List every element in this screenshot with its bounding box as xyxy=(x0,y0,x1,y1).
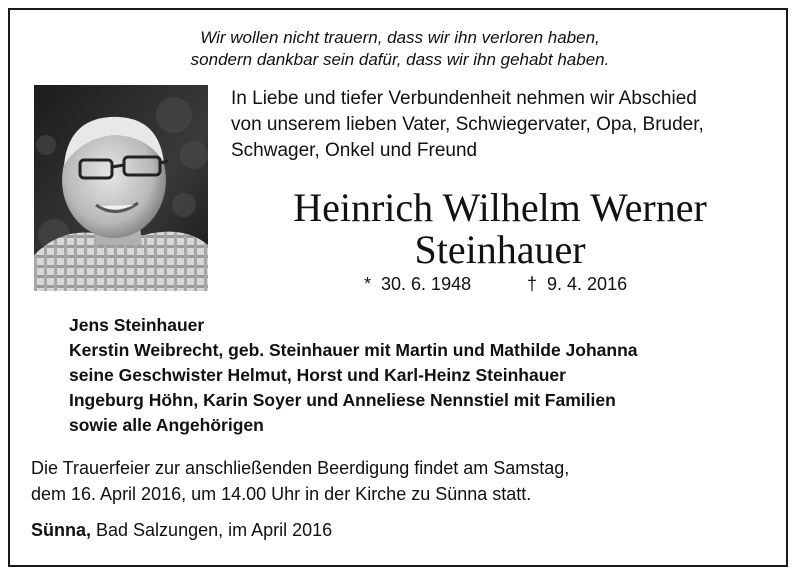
birth-date xyxy=(364,274,471,295)
place-rest: Bad Salzungen, im April 2016 xyxy=(91,520,333,540)
death-date-value: 9. 4. 2016 xyxy=(547,274,628,294)
portrait-image xyxy=(34,85,208,291)
intro-line-2: von unserem lieben Vater, Schwiegervater, Opa, Bruder, xyxy=(231,114,704,135)
place-town: Sünna, xyxy=(31,520,92,540)
mourner-line: Jens Steinhauer xyxy=(69,315,205,335)
mourner-line: sowie alle Angehörigen xyxy=(69,415,264,435)
intro-line-1: In Liebe und tiefer Verbundenheit nehmen wir Abschied xyxy=(231,88,697,109)
service-line-1: Die Trauerfeier zur anschließenden Beerdigung findet am Samstag, xyxy=(31,458,570,478)
mourners-list xyxy=(69,313,789,438)
death-date xyxy=(527,274,627,295)
intro-line-3: Schwager, Onkel und Freund xyxy=(231,140,478,161)
mourner-line: seine Geschwister Helmut, Horst und Karl-Heinz Steinhauer xyxy=(69,365,566,385)
place-date xyxy=(31,520,332,541)
mourner-line: Ingeburg Höhn, Karin Soyer und Anneliese Nennstiel mit Familien xyxy=(69,390,616,410)
portrait-photo xyxy=(34,85,208,291)
motto-line-2: sondern dankbar sein dafür, dass wir ihn gehabt haben. xyxy=(190,50,610,69)
deceased-name-line-1: Heinrich Wilhelm Werner xyxy=(293,185,707,230)
death-symbol: † xyxy=(527,274,538,294)
service-line-2: dem 16. April 2016, um 14.00 Uhr in der Kirche zu Sünna statt. xyxy=(31,484,532,504)
service-info xyxy=(31,455,781,507)
mourner-line: Kerstin Weibrecht, geb. Steinhauer mit Martin und Mathilde Johanna xyxy=(69,340,638,360)
intro-text xyxy=(231,86,791,164)
motto-line-1: Wir wollen nicht trauern, dass wir ihn verloren haben, xyxy=(200,28,600,47)
birth-date-value: 30. 6. 1948 xyxy=(381,274,472,294)
birth-symbol: * xyxy=(364,274,372,294)
deceased-name-line-2: Steinhauer xyxy=(414,227,586,272)
